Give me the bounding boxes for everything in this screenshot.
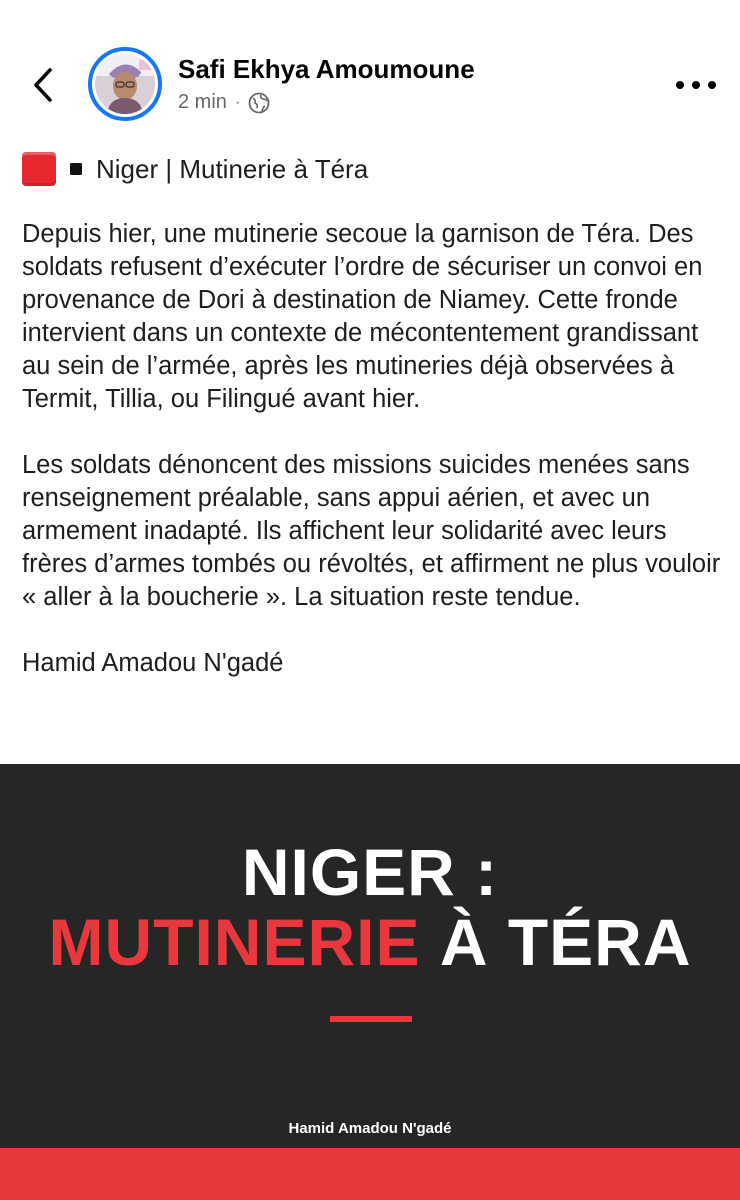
red-square-emoji	[22, 152, 56, 186]
more-horizontal-icon	[676, 81, 684, 89]
post-image[interactable]	[0, 764, 740, 1200]
black-small-square-emoji	[70, 163, 82, 175]
image-title-red: MUTINERIE	[48, 905, 421, 979]
avatar-photo	[95, 54, 155, 114]
meta-separator: ·	[234, 93, 241, 111]
back-button[interactable]	[28, 62, 62, 108]
author-name[interactable]: Safi Ekhya Amoumoune	[178, 54, 475, 84]
chevron-left-icon	[28, 62, 62, 108]
post-time[interactable]: 2 min	[178, 91, 227, 113]
image-title-white: À TÉRA	[420, 905, 692, 979]
headline-text: Niger | Mutinerie à Téra	[96, 153, 369, 184]
post-headline	[22, 152, 368, 186]
post-paragraph: Les soldats dénoncent des missions suicides menées sans renseignement préalable, sans appui aérien, et avec un armement inadapté. Ils affichent leur solidarité avec leurs frères d’armes tombés ou révoltés, et affirment ne plus vouloir « aller à la boucherie ». La situation reste tendue.	[22, 451, 721, 611]
image-divider	[330, 1016, 412, 1022]
image-title-line1: NIGER :	[241, 835, 499, 909]
post-signature: Hamid Amadou N'gadé	[22, 649, 284, 677]
globe-icon	[248, 92, 270, 114]
post-paragraph: Depuis hier, une mutinerie secoue la garnison de Téra. Des soldats refusent d’exécuter l’ordre de sécuriser un convoi en provenance de Dori à destination de Niamey. Cette fronde intervient dans un contexte de mécontentement grandissant au sein de l’armée, après les mutineries déjà observées à Termit, Tillia, ou Filingué avant hier.	[22, 220, 703, 413]
post-meta	[178, 91, 270, 114]
image-bottom-bar	[0, 1148, 740, 1200]
post-body	[22, 218, 732, 680]
image-credit: Hamid Amadou N'gadé	[288, 1120, 452, 1137]
post-header	[0, 0, 740, 150]
more-options-button[interactable]	[676, 72, 716, 98]
image-title-line2	[0, 904, 740, 980]
avatar[interactable]	[88, 47, 162, 121]
